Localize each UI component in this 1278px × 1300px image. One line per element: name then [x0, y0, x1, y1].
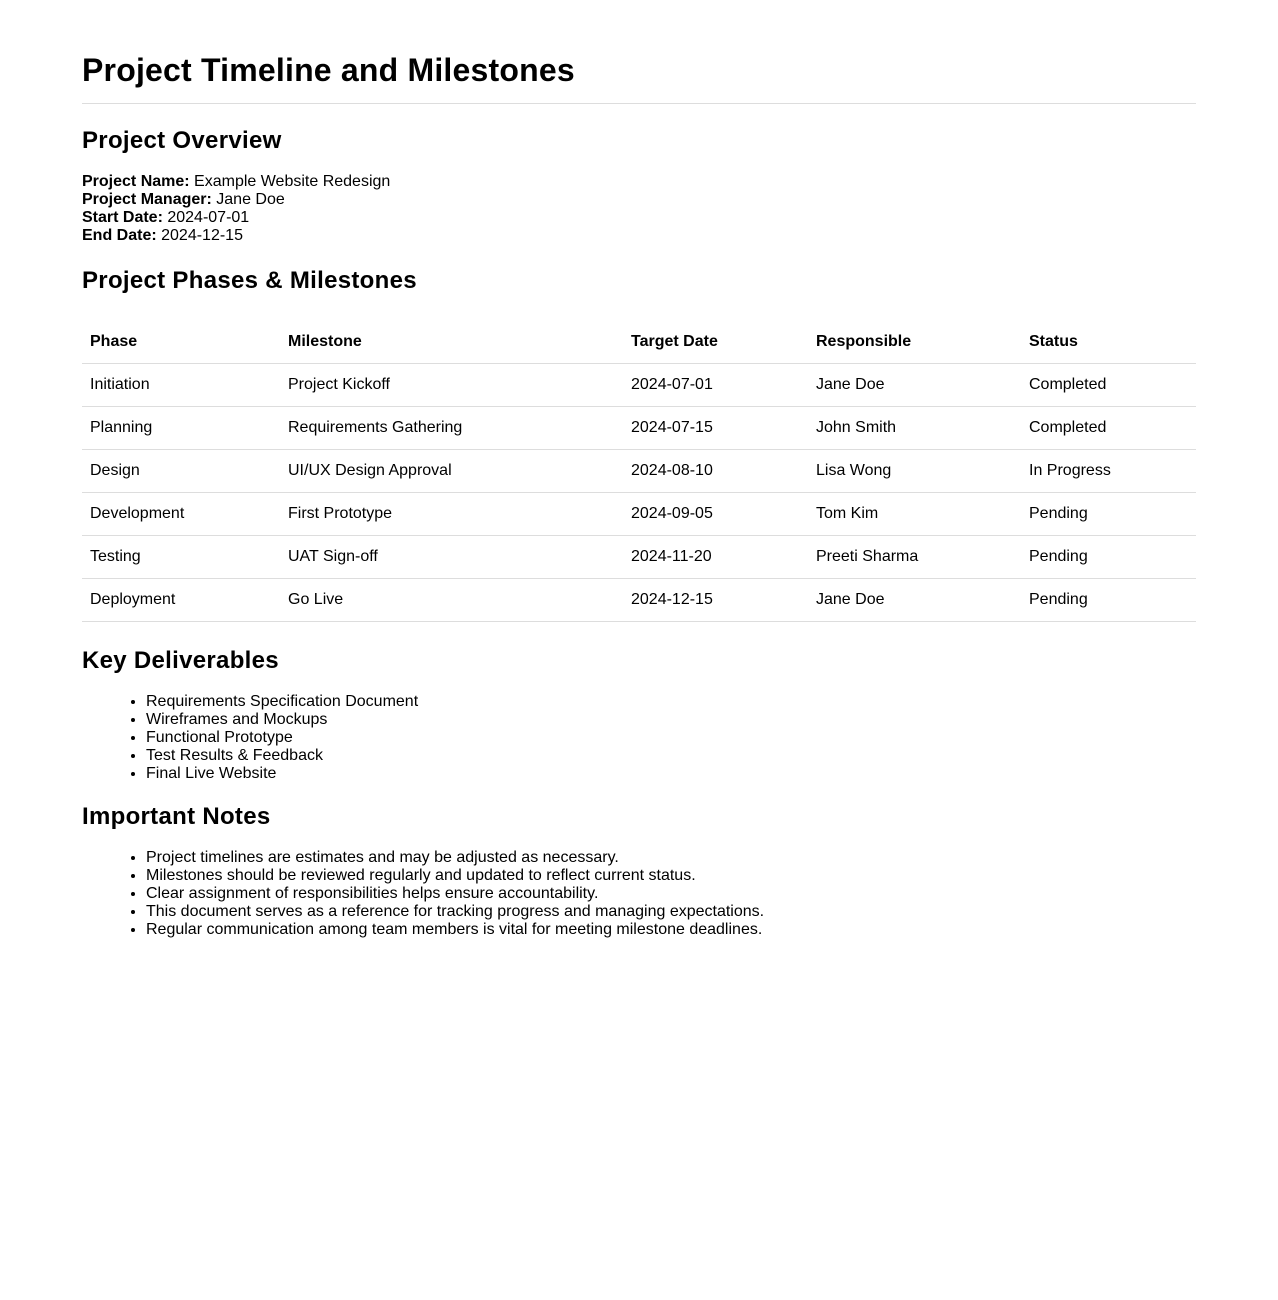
cell-milestone: Requirements Gathering — [280, 407, 623, 450]
overview-details — [82, 173, 1196, 245]
cell-target-date: 2024-09-05 — [623, 493, 808, 536]
cell-phase: Design — [82, 450, 280, 493]
cell-status: Completed — [1021, 407, 1196, 450]
list-item: • Milestones should be reviewed regularly and updated to reflect current status. — [146, 867, 1196, 885]
table-row — [82, 364, 1196, 407]
cell-milestone: Project Kickoff — [280, 364, 623, 407]
table-row — [82, 450, 1196, 493]
column-header-responsible: Responsible — [808, 321, 1021, 364]
cell-phase: Development — [82, 493, 280, 536]
overview-end-date — [82, 227, 1196, 245]
overview-project-name — [82, 173, 1196, 191]
deliverables-heading: Key Deliverables — [82, 647, 279, 674]
table-row — [82, 407, 1196, 450]
cell-status: Pending — [1021, 579, 1196, 622]
cell-target-date: 2024-11-20 — [623, 536, 808, 579]
cell-status: Completed — [1021, 364, 1196, 407]
overview-label: Project Manager: — [82, 191, 212, 208]
overview-value: 2024-12-15 — [161, 227, 243, 244]
list-item: • Clear assignment of responsibilities helps ensure accountability. — [146, 885, 1196, 903]
cell-status: In Progress — [1021, 450, 1196, 493]
cell-phase: Initiation — [82, 364, 280, 407]
list-item: • Final Live Website — [146, 765, 1196, 783]
overview-value: Example Website Redesign — [194, 173, 391, 190]
overview-label: End Date: — [82, 227, 157, 244]
list-item: • Regular communication among team members is vital for meeting milestone deadlines. — [146, 921, 1196, 939]
page-title: Project Timeline and Milestones — [82, 52, 575, 88]
cell-responsible: Jane Doe — [808, 364, 1021, 407]
overview-label: Project Name: — [82, 173, 190, 190]
notes-list — [82, 849, 1196, 939]
deliverables-list — [82, 693, 1196, 783]
cell-status: Pending — [1021, 493, 1196, 536]
column-header-target-date: Target Date — [623, 321, 808, 364]
cell-responsible: Preeti Sharma — [808, 536, 1021, 579]
cell-milestone: First Prototype — [280, 493, 623, 536]
cell-phase: Testing — [82, 536, 280, 579]
list-item: • This document serves as a reference for tracking progress and managing expectations. — [146, 903, 1196, 921]
overview-value: Jane Doe — [216, 191, 285, 208]
phases-heading: Project Phases & Milestones — [82, 267, 417, 294]
cell-target-date: 2024-07-01 — [623, 364, 808, 407]
cell-milestone: Go Live — [280, 579, 623, 622]
column-header-status: Status — [1021, 321, 1196, 364]
cell-milestone: UI/UX Design Approval — [280, 450, 623, 493]
cell-phase: Planning — [82, 407, 280, 450]
cell-responsible: John Smith — [808, 407, 1021, 450]
overview-start-date — [82, 209, 1196, 227]
title-divider — [82, 103, 1196, 104]
list-item: • Requirements Specification Document — [146, 693, 1196, 711]
table-row — [82, 493, 1196, 536]
overview-value: 2024-07-01 — [167, 209, 250, 226]
table-header-row — [82, 321, 1196, 364]
overview-heading: Project Overview — [82, 127, 282, 154]
column-header-phase: Phase — [82, 321, 280, 364]
list-item: • Wireframes and Mockups — [146, 711, 1196, 729]
cell-milestone: UAT Sign-off — [280, 536, 623, 579]
table-row — [82, 536, 1196, 579]
cell-target-date: 2024-12-15 — [623, 579, 808, 622]
cell-responsible: Tom Kim — [808, 493, 1021, 536]
cell-status: Pending — [1021, 536, 1196, 579]
table-row — [82, 579, 1196, 622]
cell-phase: Deployment — [82, 579, 280, 622]
milestones-table — [82, 321, 1196, 622]
cell-responsible: Jane Doe — [808, 579, 1021, 622]
cell-target-date: 2024-07-15 — [623, 407, 808, 450]
list-item: • Functional Prototype — [146, 729, 1196, 747]
notes-heading: Important Notes — [82, 803, 271, 830]
overview-label: Start Date: — [82, 209, 163, 226]
list-item: • Test Results & Feedback — [146, 747, 1196, 765]
overview-project-manager — [82, 191, 1196, 209]
column-header-milestone: Milestone — [280, 321, 623, 364]
cell-responsible: Lisa Wong — [808, 450, 1021, 493]
list-item: • Project timelines are estimates and may be adjusted as necessary. — [146, 849, 1196, 867]
cell-target-date: 2024-08-10 — [623, 450, 808, 493]
